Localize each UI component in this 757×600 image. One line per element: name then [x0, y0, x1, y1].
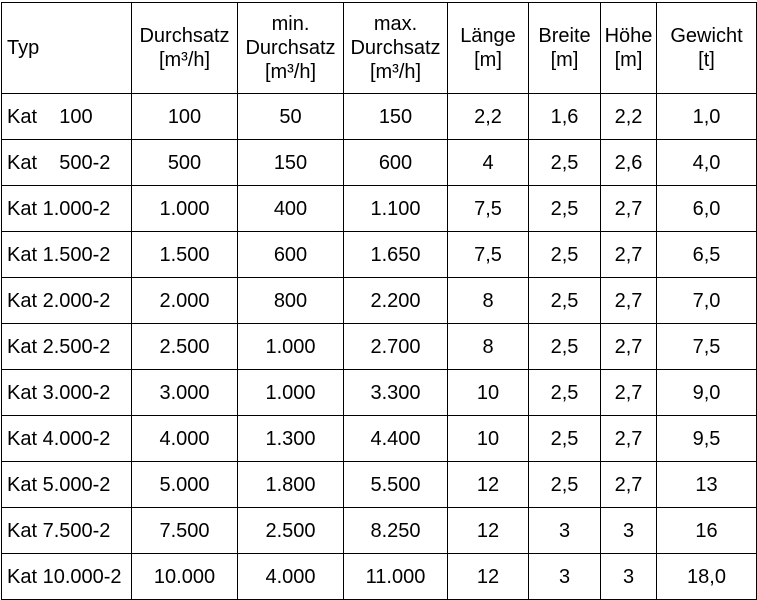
header-text-line: [m]	[474, 49, 502, 71]
header-text-line: [t]	[698, 49, 715, 71]
header-breite	[529, 3, 601, 94]
cell-min-durchsatz: 2.500	[238, 508, 344, 554]
cell-gewicht: 6,5	[657, 232, 757, 278]
header-text-line: Höhe	[604, 25, 653, 47]
cell-laenge: 8	[448, 324, 529, 370]
header-text-line: Breite	[538, 25, 591, 47]
table-row	[2, 508, 757, 554]
cell-durchsatz: 2.000	[132, 278, 238, 324]
cell-max-durchsatz: 1.650	[344, 232, 448, 278]
cell-breite: 2,5	[529, 416, 601, 462]
cell-typ: Kat 100	[2, 94, 132, 140]
cell-gewicht: 1,0	[657, 94, 757, 140]
cell-laenge: 2,2	[448, 94, 529, 140]
cell-hoehe: 3	[601, 508, 657, 554]
cell-hoehe: 2,7	[601, 324, 657, 370]
cell-gewicht: 9,0	[657, 370, 757, 416]
cell-typ: Kat 1.500-2	[2, 232, 132, 278]
cell-breite: 2,5	[529, 140, 601, 186]
cell-gewicht: 7,0	[657, 278, 757, 324]
cell-typ: Kat 2.000-2	[2, 278, 132, 324]
table-row	[2, 140, 757, 186]
table-row	[2, 324, 757, 370]
cell-durchsatz: 7.500	[132, 508, 238, 554]
cell-gewicht: 18,0	[657, 554, 757, 600]
header-text-line: min.	[271, 13, 310, 35]
cell-gewicht: 4,0	[657, 140, 757, 186]
cell-breite: 3	[529, 508, 601, 554]
cell-laenge: 12	[448, 508, 529, 554]
cell-laenge: 7,5	[448, 232, 529, 278]
cell-durchsatz: 1.000	[132, 186, 238, 232]
cell-breite: 2,5	[529, 278, 601, 324]
cell-laenge: 10	[448, 370, 529, 416]
cell-laenge: 12	[448, 554, 529, 600]
table-row	[2, 462, 757, 508]
cell-typ: Kat 1.000-2	[2, 186, 132, 232]
header-text-line: [m]	[550, 49, 579, 71]
cell-typ: Kat 4.000-2	[2, 416, 132, 462]
cell-typ: Kat 3.000-2	[2, 370, 132, 416]
cell-durchsatz: 500	[132, 140, 238, 186]
cell-typ: Kat 2.500-2	[2, 324, 132, 370]
cell-breite: 1,6	[529, 94, 601, 140]
cell-max-durchsatz: 1.100	[344, 186, 448, 232]
header-text-line: [m]	[614, 49, 643, 71]
cell-hoehe: 3	[601, 554, 657, 600]
table-row	[2, 278, 757, 324]
cell-hoehe: 2,2	[601, 94, 657, 140]
specification-table	[1, 2, 757, 600]
cell-max-durchsatz: 11.000	[344, 554, 448, 600]
cell-durchsatz: 3.000	[132, 370, 238, 416]
header-text-line: Durchsatz	[139, 25, 230, 47]
cell-max-durchsatz: 3.300	[344, 370, 448, 416]
cell-min-durchsatz: 1.000	[238, 324, 344, 370]
cell-gewicht: 13	[657, 462, 757, 508]
cell-max-durchsatz: 8.250	[344, 508, 448, 554]
header-text-line: [m³/h]	[264, 61, 317, 83]
cell-durchsatz: 2.500	[132, 324, 238, 370]
table-row	[2, 370, 757, 416]
cell-laenge: 7,5	[448, 186, 529, 232]
header-max-durchsatz	[344, 3, 448, 94]
cell-laenge: 10	[448, 416, 529, 462]
cell-typ: Kat 10.000-2	[2, 554, 132, 600]
cell-hoehe: 2,7	[601, 232, 657, 278]
table-row	[2, 232, 757, 278]
table-row	[2, 416, 757, 462]
cell-hoehe: 2,7	[601, 278, 657, 324]
table-row	[2, 94, 757, 140]
header-text-line: Länge	[460, 25, 516, 47]
cell-min-durchsatz: 800	[238, 278, 344, 324]
header-text-line: Typ	[7, 37, 40, 59]
cell-durchsatz: 1.500	[132, 232, 238, 278]
cell-hoehe: 2,7	[601, 370, 657, 416]
cell-gewicht: 6,0	[657, 186, 757, 232]
cell-durchsatz: 100	[132, 94, 238, 140]
cell-min-durchsatz: 600	[238, 232, 344, 278]
header-durchsatz	[132, 3, 238, 94]
header-text-line: [m³/h]	[369, 61, 422, 83]
cell-gewicht: 7,5	[657, 324, 757, 370]
cell-breite: 2,5	[529, 324, 601, 370]
cell-min-durchsatz: 50	[238, 94, 344, 140]
table-row	[2, 186, 757, 232]
header-laenge	[448, 3, 529, 94]
table-body	[2, 94, 757, 600]
table-row	[2, 554, 757, 600]
cell-hoehe: 2,6	[601, 140, 657, 186]
cell-laenge: 4	[448, 140, 529, 186]
header-text-line: Durchsatz	[245, 37, 336, 59]
cell-min-durchsatz: 150	[238, 140, 344, 186]
cell-hoehe: 2,7	[601, 416, 657, 462]
cell-breite: 2,5	[529, 186, 601, 232]
cell-gewicht: 16	[657, 508, 757, 554]
cell-breite: 2,5	[529, 462, 601, 508]
cell-hoehe: 2,7	[601, 186, 657, 232]
cell-min-durchsatz: 1.300	[238, 416, 344, 462]
cell-breite: 2,5	[529, 232, 601, 278]
header-hoehe	[601, 3, 657, 94]
cell-max-durchsatz: 2.200	[344, 278, 448, 324]
cell-breite: 3	[529, 554, 601, 600]
cell-min-durchsatz: 4.000	[238, 554, 344, 600]
cell-hoehe: 2,7	[601, 462, 657, 508]
header-text-line: Durchsatz	[350, 37, 441, 59]
cell-durchsatz: 10.000	[132, 554, 238, 600]
cell-max-durchsatz: 600	[344, 140, 448, 186]
cell-laenge: 12	[448, 462, 529, 508]
cell-durchsatz: 5.000	[132, 462, 238, 508]
cell-breite: 2,5	[529, 370, 601, 416]
cell-max-durchsatz: 150	[344, 94, 448, 140]
cell-laenge: 8	[448, 278, 529, 324]
cell-min-durchsatz: 1.800	[238, 462, 344, 508]
header-min-durchsatz	[238, 3, 344, 94]
header-text-line: [m³/h]	[158, 49, 211, 71]
cell-durchsatz: 4.000	[132, 416, 238, 462]
cell-gewicht: 9,5	[657, 416, 757, 462]
cell-max-durchsatz: 2.700	[344, 324, 448, 370]
cell-max-durchsatz: 5.500	[344, 462, 448, 508]
cell-typ: Kat 500-2	[2, 140, 132, 186]
header-text-line: max.	[373, 13, 418, 35]
header-typ	[2, 3, 132, 94]
header-gewicht	[657, 3, 757, 94]
cell-max-durchsatz: 4.400	[344, 416, 448, 462]
header-text-line: Gewicht	[670, 25, 743, 47]
cell-min-durchsatz: 400	[238, 186, 344, 232]
cell-min-durchsatz: 1.000	[238, 370, 344, 416]
cell-typ: Kat 5.000-2	[2, 462, 132, 508]
cell-typ: Kat 7.500-2	[2, 508, 132, 554]
header-row	[2, 3, 757, 94]
